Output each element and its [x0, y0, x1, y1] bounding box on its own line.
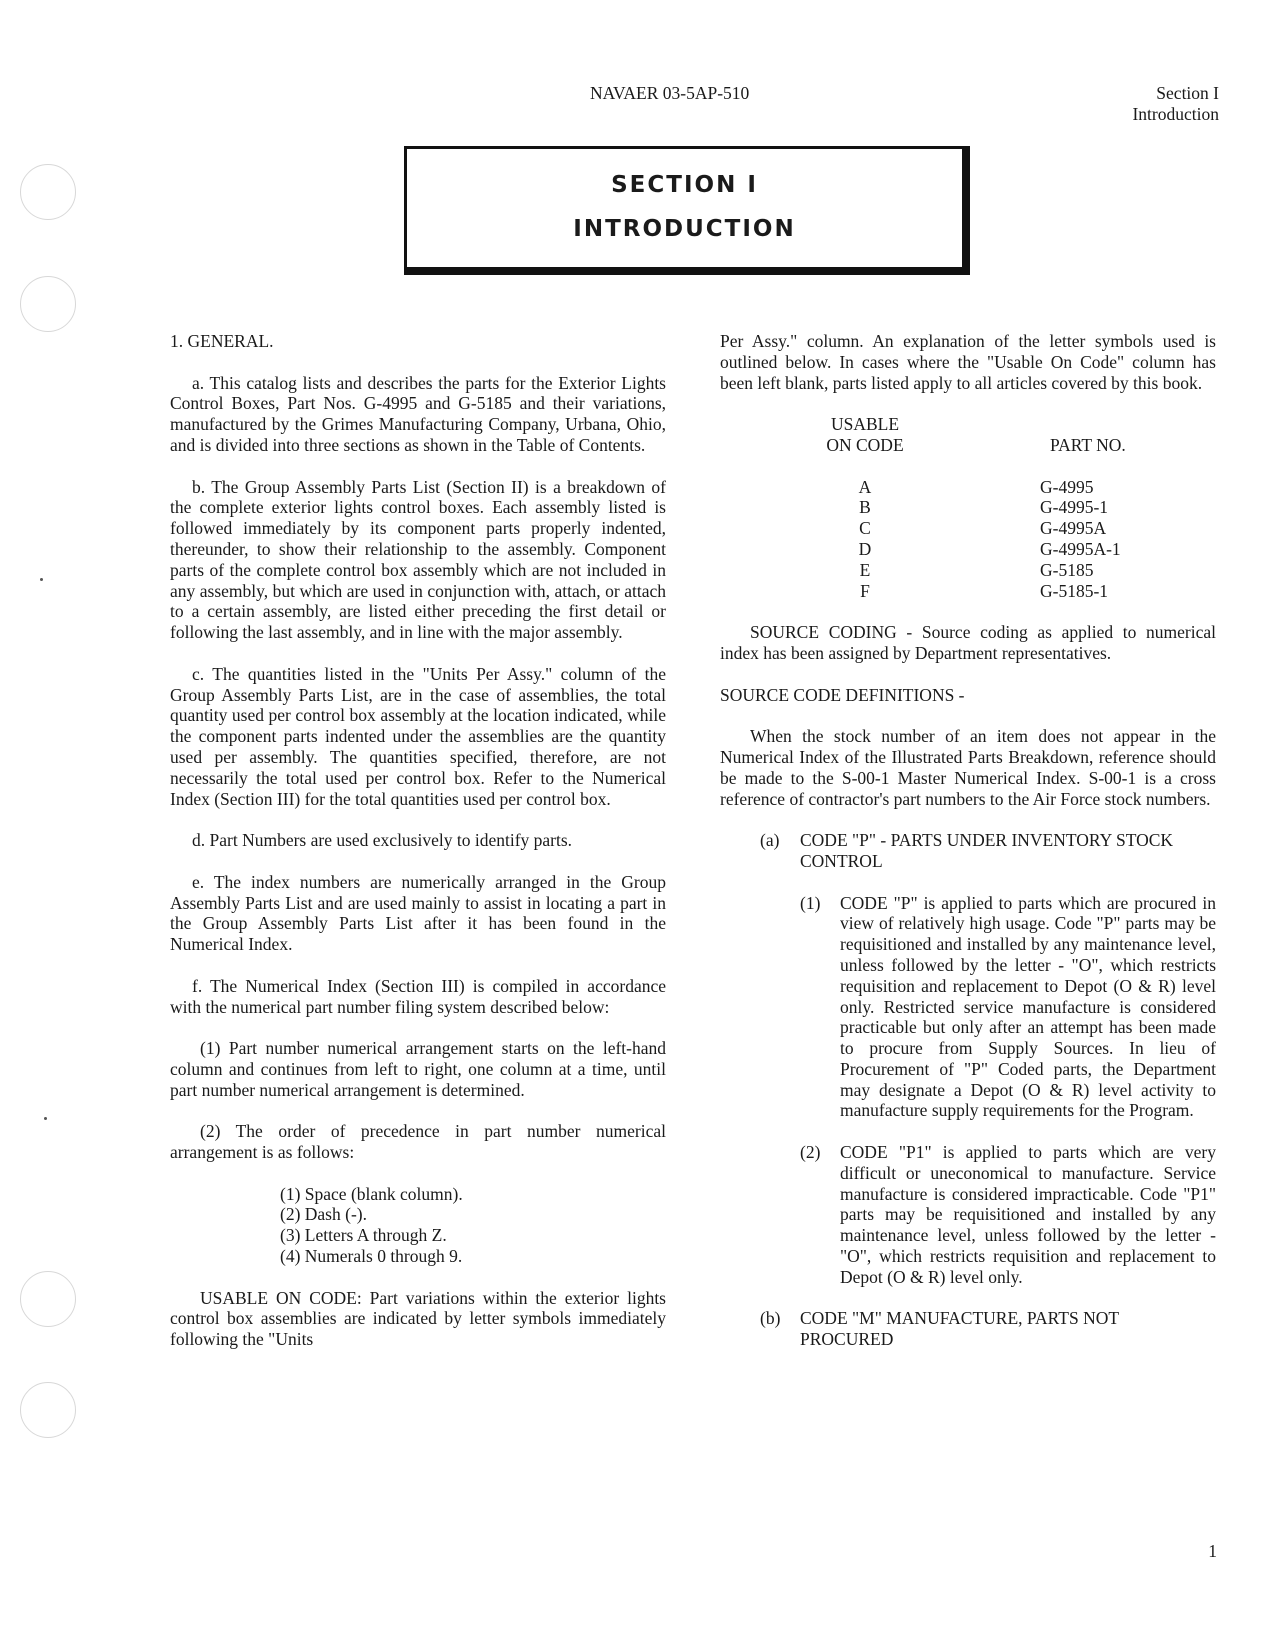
list-item: (2) Dash (-). [280, 1204, 367, 1225]
item-2-text: CODE "P1" is applied to parts which are very difficult or uneconomical to manufacture. Service manufacture is considered impracticable. Code "P1" parts may be requisitioned and installed by any maintenance level, unless followed by the letter - "O", which restricts requisition and replacement to Depot (O & R) level only. [840, 1142, 1216, 1287]
punch-hole [20, 164, 76, 220]
paragraph-usable-continued: Per Assy." column. An explanation of the letter symbols used is outlined below. In cases where the "Usable On Code" column has been left blank, parts listed apply to all articles covered by this book. [720, 331, 1216, 393]
speck [44, 1117, 47, 1120]
usable-code-table [720, 414, 1216, 601]
paragraph-f1: (1) Part number numerical arrangement starts on the left-hand column and continues from left to right, one column at a time, until part number numerical arrangement is determined. [170, 1038, 666, 1100]
left-column [170, 331, 666, 1371]
paragraph-f2: (2) The order of precedence in part number numerical arrangement is as follows: [170, 1121, 666, 1163]
precedence-list [280, 1184, 666, 1267]
paragraph-source-coding: SOURCE CODING - Source coding as applied to numerical index has been assigned by Department representatives. [720, 622, 1216, 663]
speck [40, 578, 43, 581]
table-cell-code: E [859, 559, 871, 580]
table-cell-code: D [858, 538, 872, 559]
item-1-label: (1) [800, 892, 821, 913]
paragraph-stock-number: When the stock number of an item does not appear in the Numerical Index of the Illustrated Parts Breakdown, reference should be made to the S-00-1 Master Numerical Index. S-00-1 is a cross reference of contractor's part numbers to the Air Force stock numbers. [720, 726, 1216, 809]
section-title-line1: SECTION I [611, 172, 758, 198]
item-b-text: CODE "M" MANUFACTURE, PARTS NOT PROCURED [800, 1308, 1119, 1350]
table-cell-code: B [859, 497, 871, 518]
heading-general: 1. GENERAL. [170, 331, 274, 351]
section-header [1132, 83, 1219, 125]
page-number: 1 [1208, 1541, 1217, 1561]
table-cell-part: G-5185-1 [1040, 580, 1109, 601]
table-cell-part: G-4995-1 [1040, 497, 1109, 518]
table-row [720, 497, 1216, 518]
item-a-label: (a) [760, 830, 780, 851]
item-b [760, 1308, 1216, 1350]
table-cell-part: G-4995 [1040, 476, 1094, 497]
table-cell-part: G-4995A-1 [1040, 538, 1121, 559]
heading-source-code-definitions: SOURCE CODE DEFINITIONS - [720, 684, 965, 705]
punch-hole [20, 1271, 76, 1327]
punch-hole [20, 276, 76, 332]
column-header-line: USABLE [830, 414, 900, 435]
paragraph-d: d. Part Numbers are used exclusively to identify parts. [192, 830, 573, 851]
item-a-text: CODE "P" - PARTS UNDER INVENTORY STOCK CONTROL [800, 830, 1174, 871]
item-2-label: (2) [800, 1142, 821, 1163]
doc-number: NAVAER 03-5AP-510 [590, 83, 750, 103]
table-row [720, 581, 1216, 602]
paragraph-f: f. The Numerical Index (Section III) is compiled in accordance with the numerical part number filing system described below: [170, 975, 666, 1017]
item-2 [800, 1142, 1216, 1288]
table-header [720, 414, 1216, 456]
right-column [720, 331, 1216, 1371]
table-row [720, 539, 1216, 560]
list-item: (4) Numerals 0 through 9. [280, 1246, 463, 1267]
table-row [720, 477, 1216, 498]
section-subtitle: Introduction [1132, 103, 1219, 124]
column-header-line: ON CODE [826, 434, 904, 455]
paragraph-e: e. The index numbers are numerically arranged in the Group Assembly Parts List and are used mainly to assist in locating a part in the Group Assembly Parts List after it has been found in the Numerical Index. [170, 871, 666, 955]
table-cell-code: C [859, 518, 871, 539]
item-b-label: (b) [760, 1308, 781, 1329]
item-1-text: CODE "P" is applied to parts which are procured in view of relatively high usage. Code "P" parts may be requisitioned and installed by any maintenance level, unless followed by the letter - "O", which restricts requisition and replacement to Depot (O & R) level only. Restricted service manufacture is considered practicable but only after an attempt has been made to procure from Supply Sources. In lieu of Procurement of "P" Coded parts, the Department may designate a Depot (O & R) level activity to manufacture supply requirements for the Program. [840, 892, 1216, 1121]
column-header-part: PART NO. [1050, 434, 1126, 455]
paragraph-b: b. The Group Assembly Parts List (Section II) is a breakdown of the complete exterior lights control boxes. Each assembly listed is followed immediately by its component parts properly indented, thereunder, to show their relationship to the assembly. Component parts of the complete control box assembly which are not included in any assembly, but which are used in conjunction with, attach, or attach to a certain assembly, are listed either preceding the first detail or following the last assembly, and in line with the major assembly. [170, 476, 666, 643]
table-cell-part: G-5185 [1040, 559, 1094, 580]
table-cell-part: G-4995A [1040, 518, 1107, 539]
list-item: (1) Space (blank column). [280, 1183, 463, 1204]
section-title-box [404, 146, 970, 275]
table-row [720, 560, 1216, 581]
section-title-line2: INTRODUCTION [573, 216, 796, 242]
column-header-code [720, 414, 980, 456]
paragraph-usable-on-code: USABLE ON CODE: Part variations within the exterior lights control box assemblies are indicated by letter symbols immediately following the "Units [170, 1287, 666, 1350]
punch-hole [20, 1382, 76, 1438]
list-item: (3) Letters A through Z. [280, 1225, 447, 1246]
section-label: Section I [1156, 83, 1219, 103]
paragraph-c: c. The quantities listed in the "Units Per Assy." column of the Group Assembly Parts List, are in the case of assemblies, the total quantity used per control box assembly at the location indicated, while the component parts indented under the assemblies are the quantity used per assembly. The quantities specified, therefore, are not necessarily the total used per control box. Refer to the Numerical Index (Section III) for the total quantities used per control box. [170, 663, 666, 809]
table-row [720, 518, 1216, 539]
item-1 [800, 893, 1216, 1122]
item-a [760, 830, 1216, 872]
table-cell-code: A [858, 476, 872, 497]
paragraph-a: a. This catalog lists and describes the parts for the Exterior Lights Control Boxes, Part Nos. G-4995 and G-5185 and their variations, manufactured by the Grimes Manufacturing Company, Urbana, Ohio, and is divided into three sections as shown in the Table of Contents. [170, 372, 666, 455]
table-cell-code: F [860, 580, 870, 601]
